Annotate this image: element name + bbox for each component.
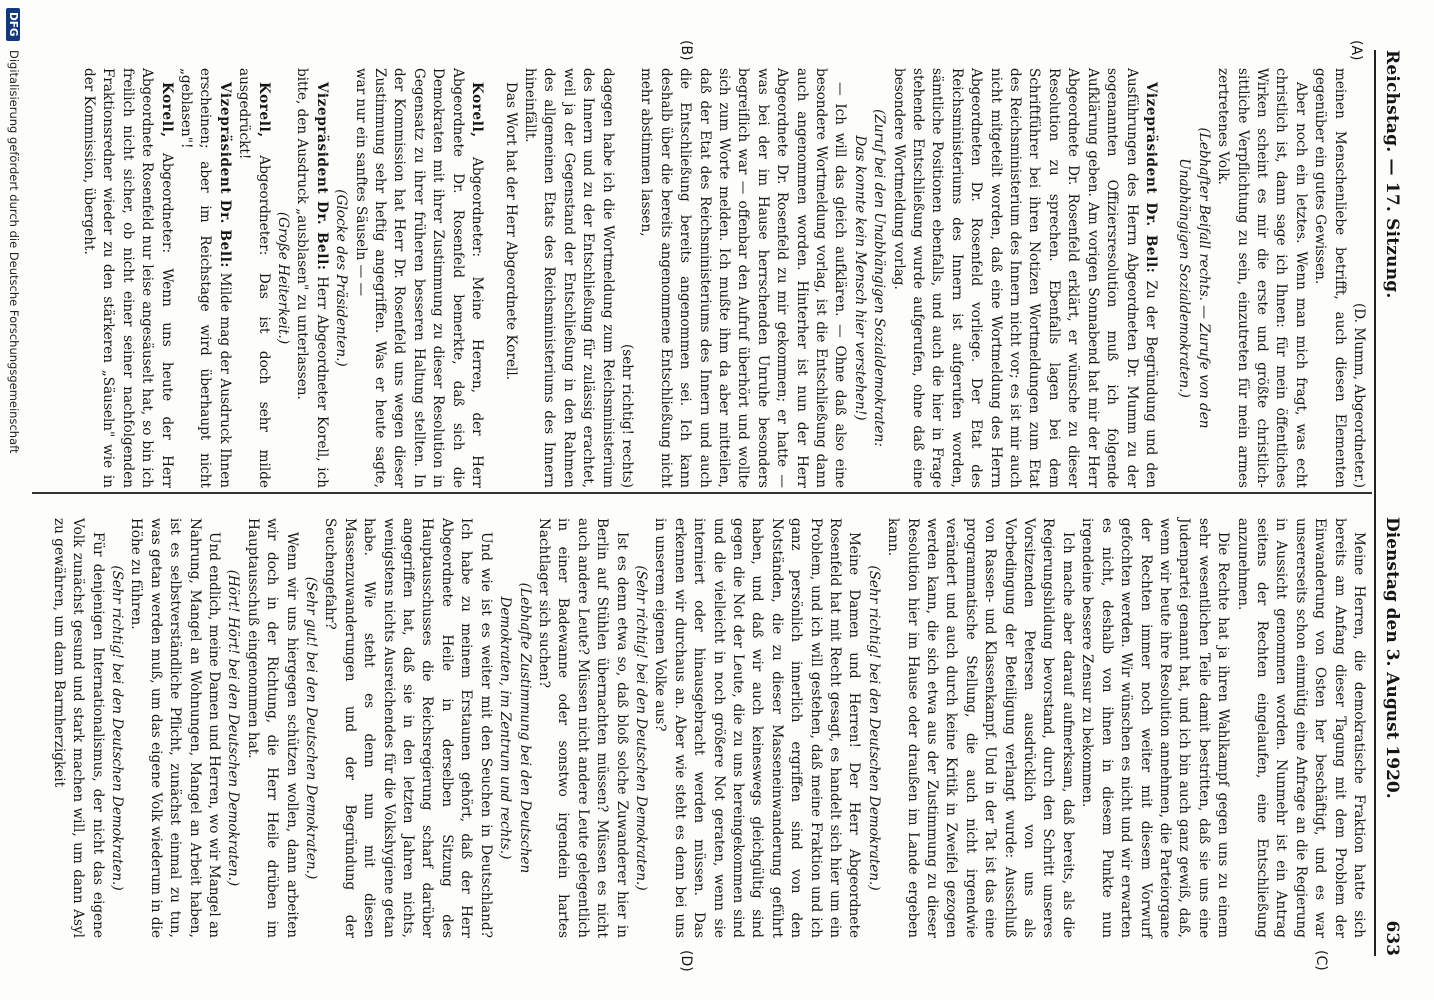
paragraph	[234, 68, 273, 488]
paragraph-text: meinen Menschenliebe betrifft, auch diesen Elementen gegenüber ein gutes Gewissen.	[1312, 68, 1348, 488]
page-number: 633	[1382, 920, 1402, 956]
paragraph-text: Für denjenigen Internationalismus, der nicht das eigene Volk zunächst gesund und stark machen will, um dann Asyl zu gewähren, um dann Barmherzigkeit	[50, 518, 106, 938]
paragraph-text: (Große Heiterkeit.)	[275, 211, 292, 345]
paragraph	[883, 518, 1077, 938]
header-left: Reichstag. — 17. Sitzung.	[1382, 50, 1402, 299]
paragraph	[350, 68, 486, 488]
paragraph	[107, 518, 126, 938]
paragraph-text: (Sehr richtig! bei den Deutschen Demokraten.)	[632, 565, 649, 891]
paragraph	[1077, 518, 1232, 938]
paragraph-text: Das Wort hat der Herr Abgeordnete Korell.	[502, 82, 519, 381]
header-right	[1382, 517, 1402, 956]
paragraph-text: Meine Damen und Herren! Der Herr Abgeordnete Rosenfeld hat mit Recht gesagt, es handelt sich hier um ein Problem, und ich will gestehen, daß meine Fraktion und ich ganz persönlich innerlich ergriffen sind von den Notständen, die zu dieser Masseneinwanderung geführt haben, und daß wir auch keineswegs gleichgültig sind gegen die Not der Leute, die zu uns hereingekommen sind und die vielleicht in noch größere Not geraten, wenn sie interniert oder hinausgebracht werden müssen. Das erkennen wir durchaus an. Aber wie steht es denn bei uns in unserem eigenen Volke aus?	[652, 518, 863, 938]
paragraph	[617, 68, 636, 488]
paragraph-text: (Zuruf bei den Unabhängigen Sozialdemokraten: Das konnte kein Mensch hier verstehen!)	[851, 109, 888, 447]
paragraph	[223, 518, 242, 938]
paragraph-text: (Hört! Hört! bei den Deutschen Demokraten.)	[225, 569, 242, 887]
speaker-name: Korell,	[469, 82, 486, 138]
paragraph-text: (Sehr richtig! bei den Deutschen Demokraten.)	[865, 565, 882, 891]
paragraph-text: (D. Mumm, Abgeordneter.)	[1351, 302, 1367, 488]
paragraph	[48, 518, 106, 938]
paragraph-text: Und endlich, meine Damen und Herren, wo wir Mangel an Nahrung, Mangel an Wohnungen, Mangel an Arbeit haben, ist es selbstverständliche Pflicht, zunächst einmal zu tun, was getan werden muß, um das eigene Volk wiederum in die Höhe zu führen.	[128, 518, 223, 938]
paragraph-text: (sehr richtig! rechts)	[618, 343, 635, 488]
paragraph	[242, 518, 300, 938]
paragraph-text: Die Rechte hat ja ihren Wahlkampf gegen uns zu einem sehr wesentlichen Teile damit bestritten, daß sie uns eine Judenpartei genannt hat, und ich bin auch ganz gewiß, daß, wenn wir heute ihre Resolution annehmen, die Parteiorgane der Rechten immer noch weiter mit diesem Vorwurf gefochten werden. Wir wünschen es nicht und wir erwarten es nicht, deshalb von ihnen in diesem Punkte nun irgendeine bessere Zensur zu bekommen.	[1079, 518, 1232, 938]
speaker-name: Korell,	[255, 82, 272, 138]
paragraph-text: — Ich will das gleich aufklären. — Ohne daß also eine besondere Wortmeldung vorlag, ist die Entschließung dann auch angenommen worden. Hinterher ist nun der Herr Abgeordnete Dr. Rosenfeld zu mir gekommen; er hatte — was bei der im Hause herrschenden Unruhe besonders begreiflich war — offenbar den Aufruf überhört und wollte sich zum Worte melden. Ich mußte ihm da aber mitteilen, daß der Etat des Reichsministeriums des Innern und auch die Entschließung bereits angenommen sei. Ich kann deshalb über die bereits angenommene Entschließung nicht mehr abstimmen lassen,	[638, 68, 849, 488]
paragraph	[520, 68, 617, 488]
paragraph-text: dagegen habe ich die Wortmeldung zum Reichsministerium des Innern und zu der Entschließung für zulässig erachtet, weil ja der Gegenstand der Entschließung in den Rahmen des allgemeinen Etats des Reichsministeriums des Innern hineinfällt.	[521, 68, 616, 488]
paragraph	[292, 68, 331, 488]
paragraph	[301, 518, 320, 938]
margin-mark-c: (C)	[1313, 950, 1329, 971]
paragraph-text: Abgeordneter: Wenn uns heute der Herr Abgeordnete Rosenfeld nur leise angesäuselt hat, so bin ich freilich nicht sicher, ob nicht einer seiner nachfolgenden Fraktionsredner wieder zu den stärkeren „Säuseln" wie in der Kommission, übergeht.	[81, 68, 175, 488]
paragraph-text: (Sehr richtig! bei den Deutschen Demokraten.)	[109, 565, 125, 891]
paragraph	[495, 518, 534, 938]
paragraph	[650, 518, 863, 938]
paragraph	[1232, 518, 1368, 938]
right-column	[48, 518, 1368, 938]
paragraph	[331, 68, 350, 488]
paragraph	[1213, 68, 1310, 488]
speaker-name: Vizepräsident Dr. Bell:	[313, 82, 330, 271]
margin-mark-b: (B)	[678, 40, 694, 61]
paragraph-text: Abgeordneter: Das ist doch sehr milde ausgedrückt!	[236, 68, 272, 488]
paragraph	[631, 518, 650, 938]
paragraph	[1310, 68, 1349, 488]
dfg-logo: DFG	[6, 8, 20, 41]
paragraph	[888, 68, 1160, 488]
paragraph	[126, 518, 223, 938]
footer-credit: Digitalisierung gefördert durch die Deutsche Forschungsgemeinschaft	[7, 50, 21, 454]
left-column	[79, 68, 1368, 488]
paragraph	[1174, 68, 1213, 488]
paragraph-text: Aber noch ein letztes. Wenn man mich fragt, was echt christlich ist, dann sage ich Ihnen: für mein öffentliches Wirken scheint es mir die erste und größte christlich-sittliche Verpflichtung zu sein, einzutreten für mein armes zertretenes Volk.	[1215, 68, 1309, 488]
paragraph	[320, 518, 495, 938]
paragraph	[273, 68, 292, 488]
paragraph	[534, 518, 631, 938]
column-divider	[32, 492, 1372, 494]
paragraph-text: Milde mag der Ausdruck Ihnen erscheinen; aber im Reichstage wird überhaupt nicht „geblasen"!	[178, 68, 233, 488]
paragraph	[636, 68, 849, 488]
speaker-name: Vizepräsident Dr. Bell:	[1142, 82, 1159, 274]
paragraph-text: Herr Abgeordneter Korell, ich bitte, den Ausdruck „ausblasen" zu unterlassen.	[294, 68, 330, 488]
paragraph-text: Und wie ist es weiter mit den Seuchen in Deutschland? Ich habe zu meinem Erstaunen gehört, daß der Herr Abgeordnete Heile in derselben Sitzung des Hauptausschusses die Reichsregierung scharf darüber angegriffen hat, daß sie in den letzten Jahren nichts, wenigstens nichts Ausreichendes für die Volkshygiene getan habe. Wie steht es denn nun mit diesen Massenzuwanderungen und der Begründung der Seuchengefahr?	[322, 518, 494, 938]
paragraph	[863, 518, 882, 938]
paragraph	[1349, 68, 1368, 488]
paragraph-text: (Sehr gut! bei den Deutschen Demokraten.)	[303, 576, 320, 880]
paragraph	[79, 68, 176, 488]
paragraph-text: Abgeordneter: Meine Herren, der Herr Abgeordnete Dr. Rosenfeld bemerkte, daß sich die Demokraten mit ihrer Zustimmung zu dieser Resolution in Gegensatz zu ihrer früheren besseren Haltung stellten. In der Kommission hat Herr Dr. Rosenfeld uns wegen dieser Zustimmung sehr heftig angegriffen. Was er heute sagte, war nur ein sanftes Säuseln — —	[352, 68, 486, 488]
speaker-name: Vizepräsident Dr. Bell:	[216, 82, 233, 269]
paragraph-text: Ist es denn etwa so, daß bloß solche Zuwanderer hier in Berlin auf Stühlen übernachten müssen? Müssen es nicht auch andere Leute? Müssen nicht andere Leute gelegentlich in einer Badewanne oder sonstwo irgendein hartes Nachtlager sich suchen?	[535, 518, 630, 938]
paragraph-text: (Lebhafte Zustimmung bei den Deutschen Demokraten, im Zentrum und rechts.)	[497, 582, 533, 874]
paragraph-text: Zu der Begründung und den Ausführungen des Herrn Abgeordneten Dr. Mumm zu der sogenannten Offiziersresolution muß ich folgende Aufklärung geben. Am vorigen Sonnabend hat mir der Herr Abgeordnete Dr. Rosenfeld erklärt, er wünsche zu dieser Resolution zu sprechen. Ebenfalls lagen bei dem Schriftführer bei ihren Notizen Wortmeldungen zum Etat des Reichsministerium des Innern nicht vor; es ist mir auch nicht mitgeteilt worden, daß eine Wortmeldung des Herrn Abgeordneten Dr. Rosenfeld vorliege. Der Etat des Reichsministeriums des Innern ist aufgerufen worden, sämtliche Positionen ebenfalls, und auch die hier in Frage stehende Entschließung wurde aufgerufen, ohne daß eine besondere Wortmeldung vorlag.	[890, 68, 1159, 489]
paragraph-text: (Lebhafter Beifall rechts. — Zurufe von den Unabhängigen Sozialdemokraten.)	[1176, 127, 1212, 429]
paragraph-text: Wenn wir uns hiergegen schützen wollen, dann arbeiten wir doch in der Richtung, die Herr Heile drüben im Hauptausschuß eingenommen hat.	[244, 518, 300, 938]
margin-mark-a: (A)	[1348, 40, 1364, 61]
paragraph	[176, 68, 234, 488]
paragraph-text: Meine Herren, die demokratische Fraktion hatte sich bereits am Anfang dieser Tagung mit dem Problem der Einwanderung von Osten her beschäftigt, und es war unsererseits schon einmütig eine Anfrage an die Regierung in Aussicht genommen worden. Nunmehr ist ein Antrag seitens der Rechten eingelaufen, eine Entschließung anzunehmen.	[1234, 518, 1367, 938]
paragraph-text: (Glocke des Präsidenten.)	[333, 189, 350, 367]
header-date: Dienstag den 3. August 1920.	[1382, 517, 1402, 799]
paragraph-text: Ich mache aber darauf aufmerksam, daß bereits, als die Regierungsbildung bevorstand, durch den Schritt unseres Vorsitzenden Petersen ausdrücklich von uns als Vorbedingung der Beteiligung verlangt wurde: Ausschluß von Rassen- und Klassenkampf. Und in der Tat ist das eine programmatische Stellung, die auch nicht irgendwie verändert und auch durch keine Kritik in Zweifel gezogen werden kann, die sich etwa aus der Zustimmung zu dieser Resolution hier im Hause oder draußen im Lande ergeben kann.	[885, 518, 1076, 938]
page-header	[1374, 50, 1406, 956]
margin-mark-d: (D)	[678, 950, 694, 972]
paragraph	[849, 68, 888, 488]
paragraph	[500, 68, 519, 488]
speaker-name: Korell,	[158, 82, 175, 138]
